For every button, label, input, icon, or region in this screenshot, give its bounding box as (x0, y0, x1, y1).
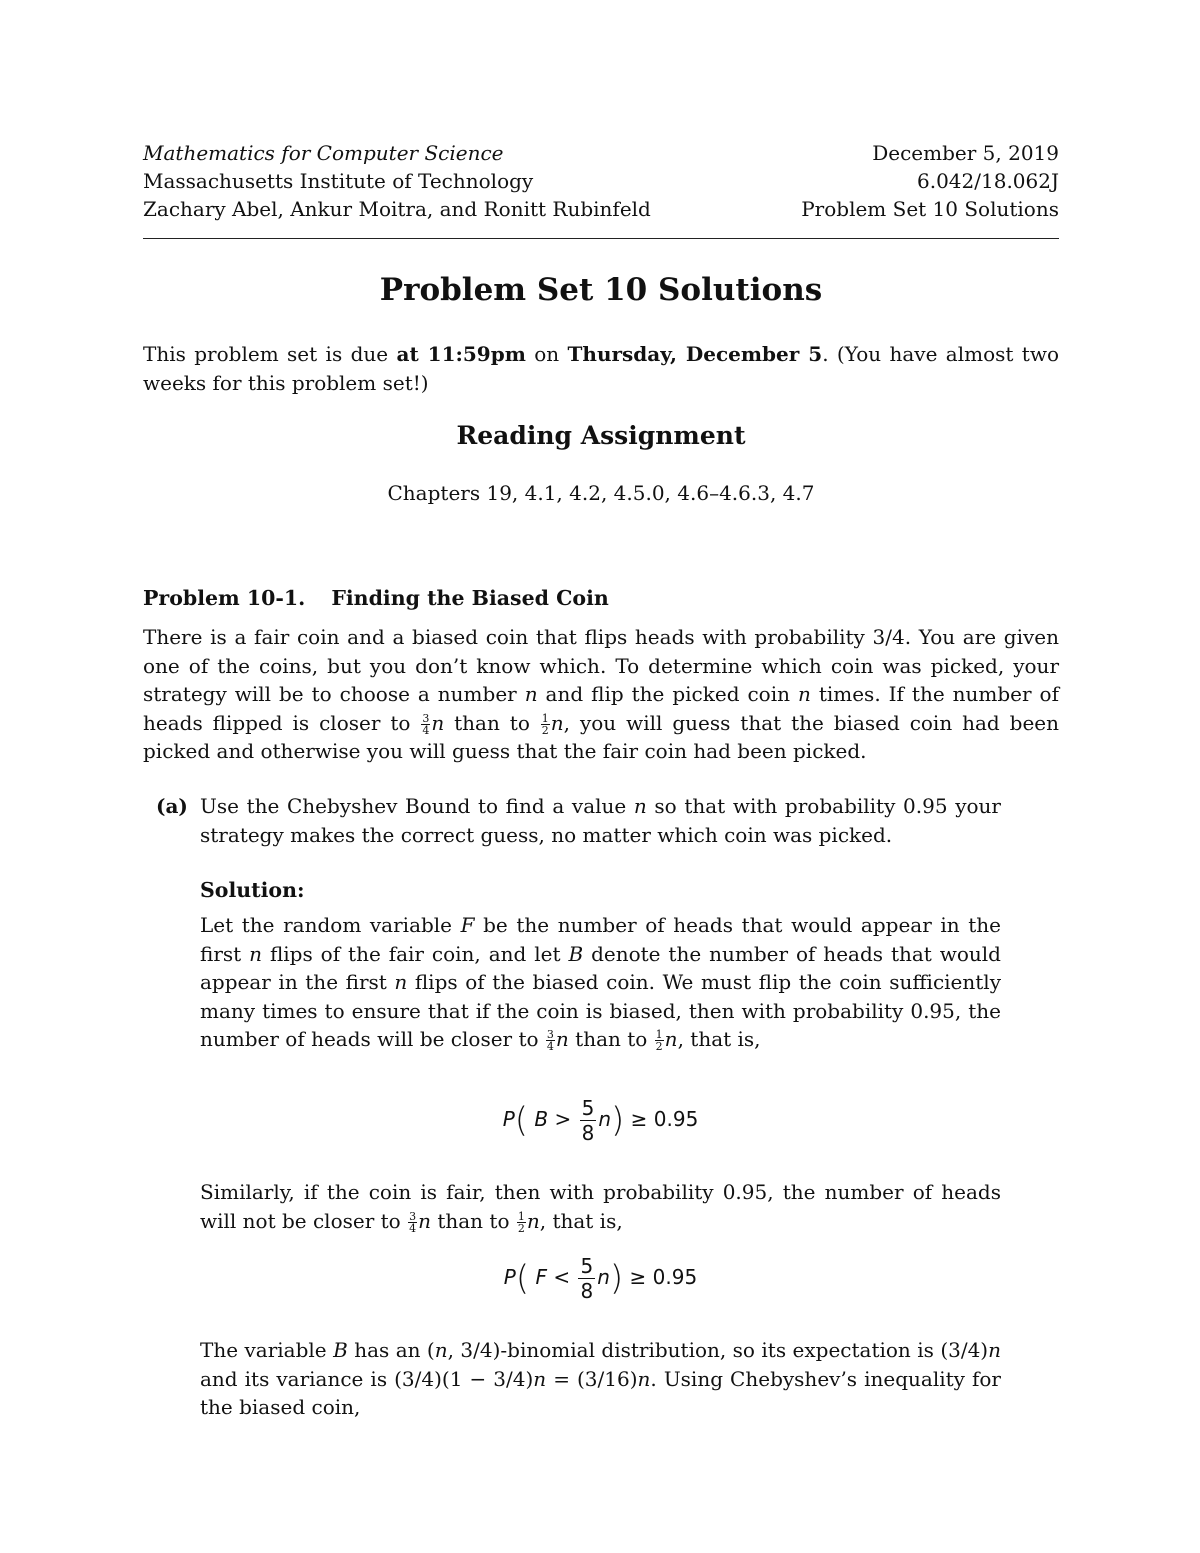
right-paren: ) (609, 1258, 624, 1299)
solution-paragraph-1 (200, 911, 1001, 1054)
text: and its variance is (3/4)(1 − 3/4) (200, 1366, 534, 1391)
fraction-3-4 (421, 713, 430, 736)
eq-rhs: ≥ 0.95 (630, 1107, 699, 1131)
left-paren: ( (514, 1100, 529, 1141)
problem-title (143, 584, 609, 612)
var-n: n (664, 1027, 678, 1052)
text: Similarly, if the coin is fair, then with probability 0.95, the number of heads will not be closer to (200, 1180, 1001, 1233)
text: than to (568, 1027, 654, 1052)
eq-var: F (535, 1265, 547, 1289)
problem-name: Finding the Biased Coin (331, 586, 609, 610)
fraction-1-2 (655, 1029, 664, 1052)
fraction-3-4 (546, 1029, 555, 1052)
due-date: Thursday, December 5 (567, 342, 823, 366)
var-n: n (394, 970, 408, 995)
denominator: 4 (409, 1221, 417, 1235)
eq-rhs: ≥ 0.95 (629, 1265, 698, 1289)
denominator: 2 (541, 723, 549, 737)
text: , that is, (677, 1027, 761, 1052)
numerator: 3 (409, 1209, 417, 1223)
numerator: 1 (655, 1028, 663, 1042)
institution: Massachusetts Institute of Technology (143, 169, 534, 193)
text: than to (444, 710, 540, 735)
var-B: B (568, 941, 584, 966)
fraction-1-2 (541, 713, 550, 736)
solution-paragraph-3 (200, 1336, 1001, 1422)
fraction-3-4 (408, 1211, 417, 1234)
var-n: n (526, 1208, 540, 1233)
text: There is a fair coin and a biased coin that flips heads with probability 3/4. You are given one of the coins, but you don’t know which. To determine which coin was picked, your strategy will be to choose a number (143, 625, 1059, 707)
equation-fair (200, 1256, 1001, 1301)
eq-P: P (503, 1265, 516, 1289)
text: , 3/4)-binomial distribution, so its expectation is (3/4) (447, 1338, 989, 1362)
instructors: Zachary Abel, Ankur Moitra, and Ronitt Rubinfeld (143, 197, 651, 221)
header-rule (143, 238, 1059, 239)
text: and flip the picked coin (537, 682, 798, 707)
page-header (143, 139, 1059, 223)
var-n: n (988, 1338, 1001, 1362)
var-n: n (797, 682, 811, 707)
text: Use the Chebyshev Bound to find a value (200, 794, 634, 818)
text: than to (430, 1208, 516, 1233)
text: flips of the fair coin, and let (262, 941, 569, 966)
var-n: n (431, 710, 445, 735)
text: denote the number of heads that would appear in the first (200, 941, 1001, 995)
var-n: n (550, 710, 564, 735)
denominator: 2 (655, 1040, 663, 1054)
var-n: n (633, 794, 647, 818)
numerator: 1 (517, 1209, 525, 1223)
course-number: 6.042/18.062J (917, 169, 1059, 193)
doc-label: Problem Set 10 Solutions (801, 197, 1059, 221)
part-a-label: (a) (156, 794, 188, 818)
numerator: 1 (541, 711, 549, 725)
denominator: 8 (580, 1279, 594, 1303)
var-n: n (555, 1027, 569, 1052)
fraction-1-2 (517, 1211, 526, 1234)
var-n: n (524, 682, 538, 707)
var-n: n (418, 1208, 431, 1233)
numerator: 5 (580, 1254, 594, 1278)
text: . Using Chebyshev’s inequality for the biased coin, (200, 1366, 1001, 1420)
right-paren: ) (611, 1100, 625, 1141)
solution-heading: Solution: (200, 878, 305, 902)
text: , that is, (539, 1208, 623, 1233)
intro-text: . (You have almost two weeks for this problem set!) (143, 342, 1059, 395)
text: times. If the number of heads flipped is closer to (143, 682, 1059, 735)
due-time: at 11:59pm (396, 342, 526, 366)
text: flips of the biased coin. We must flip the coin sufficiently many times to ensure that if the coin is biased, then with probability 0.95, the number of heads will be closer to (200, 970, 1001, 1052)
numerator: 3 (546, 1028, 554, 1042)
text: has an ( (347, 1338, 435, 1362)
solution-paragraph-2 (200, 1178, 1001, 1235)
header-date: December 5, 2019 (872, 141, 1059, 165)
numerator: 5 (581, 1096, 595, 1120)
numerator: 3 (422, 711, 430, 725)
reading-chapters: Chapters 19, 4.1, 4.2, 4.5.0, 4.6–4.6.3, 4.7 (387, 481, 815, 505)
var-F: F (460, 913, 475, 937)
problem-number: Problem 10-1. (143, 586, 306, 610)
var-n: n (434, 1338, 448, 1362)
var-B: B (333, 1338, 348, 1362)
part-a-question (200, 792, 1001, 849)
intro-text: on (525, 342, 568, 366)
fraction-5-8 (578, 1256, 595, 1301)
denominator: 4 (546, 1040, 554, 1054)
var-n: n (637, 1366, 651, 1391)
intro-text: This problem set is due (143, 342, 397, 366)
denominator: 2 (517, 1221, 525, 1235)
reading-heading: Reading Assignment (456, 421, 746, 450)
left-paren: ( (515, 1258, 530, 1299)
var-n: n (533, 1366, 547, 1391)
text: , you will guess that the biased coin had been picked and otherwise you will guess that the fair coin had been picked. (143, 710, 1060, 764)
text: = (3/16) (546, 1366, 638, 1391)
page-title: Problem Set 10 Solutions (379, 272, 823, 308)
var-n: n (249, 941, 263, 966)
intro-paragraph (143, 340, 1059, 397)
eq-P: P (502, 1107, 515, 1131)
denominator: 4 (422, 723, 430, 737)
var-n: n (598, 1107, 612, 1131)
text: The variable (200, 1338, 334, 1362)
eq-var: B (534, 1107, 549, 1131)
eq-relation: < (553, 1265, 571, 1289)
course-name: Mathematics for Computer Science (143, 141, 504, 165)
text: Let the random variable (200, 913, 461, 937)
text: so that with probability 0.95 your strategy makes the correct guess, no matter which coin was picked. (200, 794, 1001, 847)
text: be the number of heads that would appear in the first (200, 913, 1001, 966)
problem-statement (143, 623, 1059, 766)
eq-relation: > (554, 1107, 572, 1131)
denominator: 8 (581, 1121, 595, 1145)
fraction-5-8 (580, 1098, 597, 1143)
var-n: n (597, 1265, 610, 1289)
equation-biased (200, 1098, 1001, 1143)
